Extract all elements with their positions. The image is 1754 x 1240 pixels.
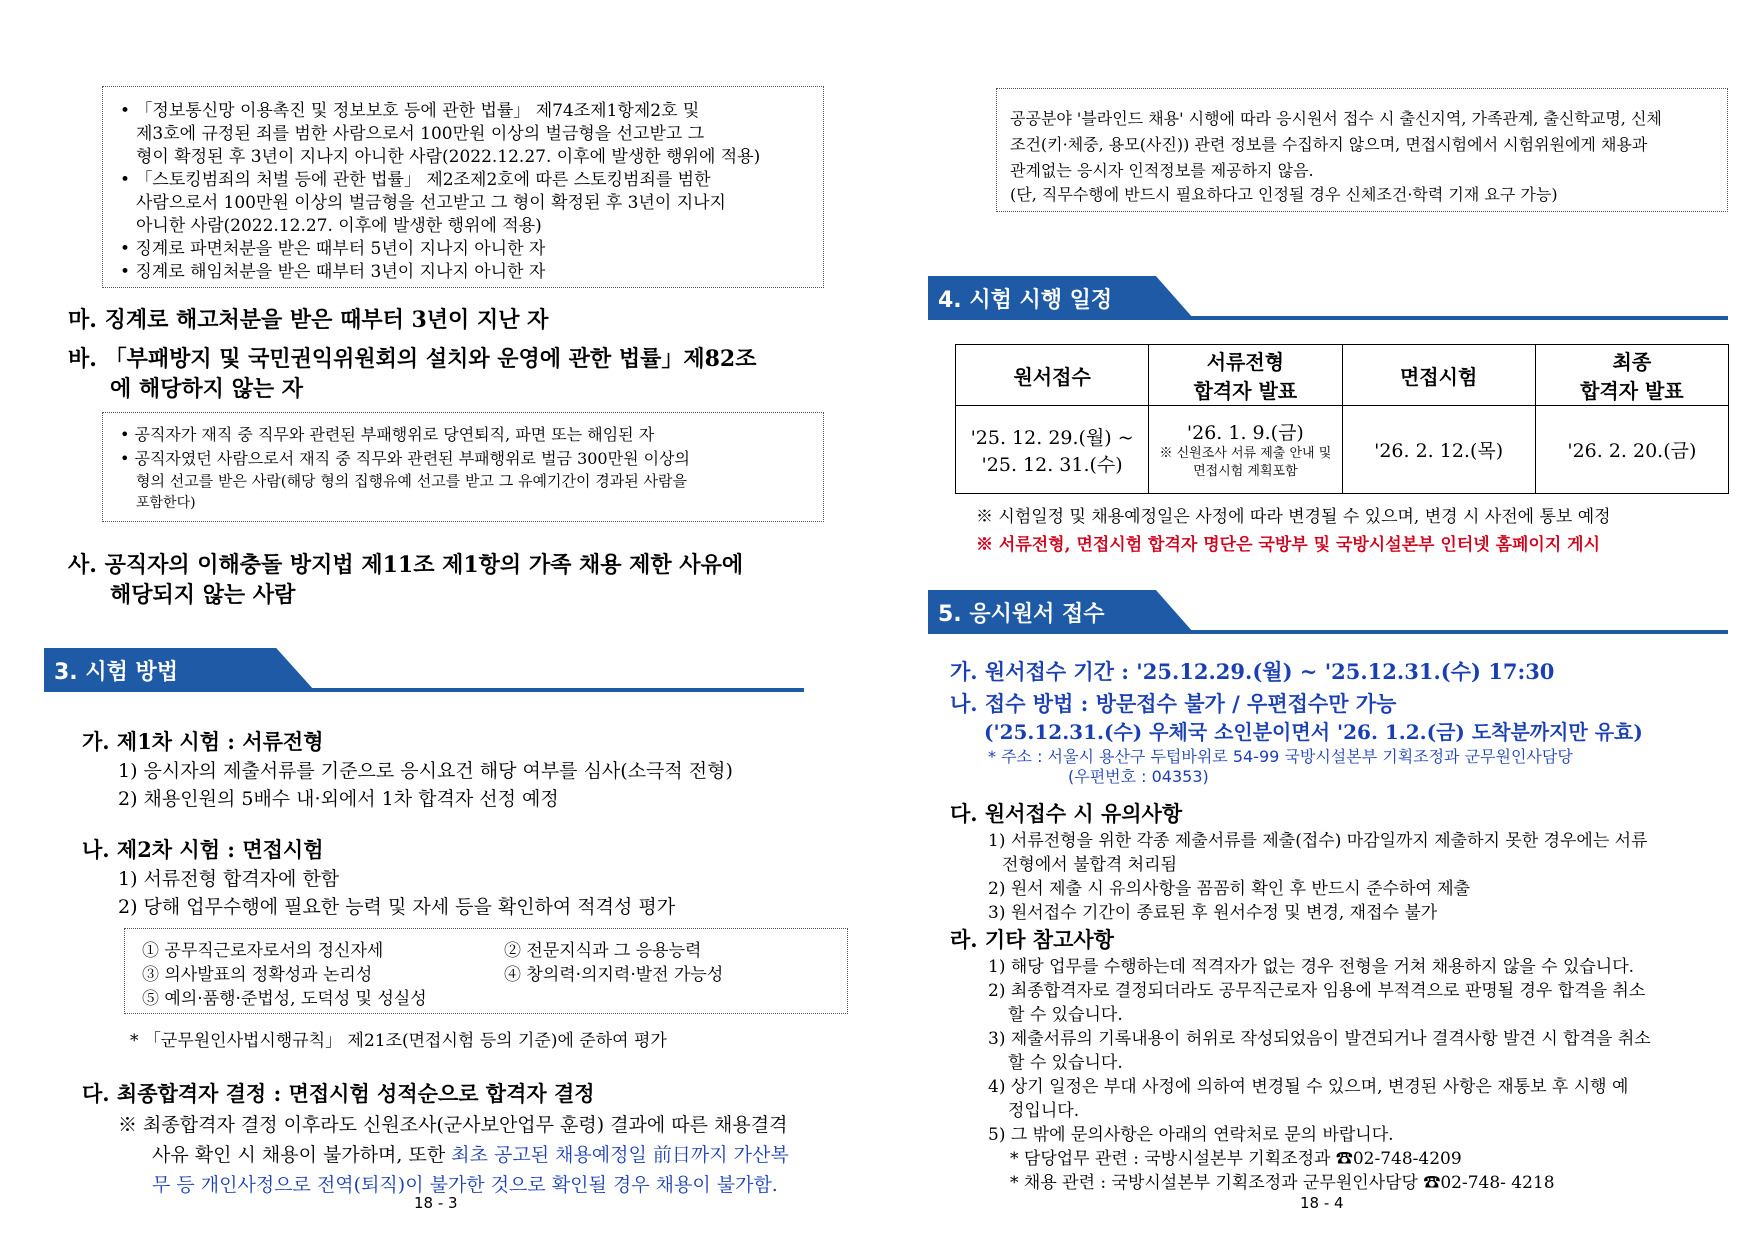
criteria-note: * 「군무원인사법시행규칙」 제21조(면접시험 등의 기준)에 준하여 평가 [130,1031,667,1051]
box2-line: • 공직자가 재직 중 직무와 관련된 부패행위로 당연퇴직, 파면 또는 해임된 자 [120,425,655,444]
etc-item: 할 수 있습니다. [1008,1005,1123,1025]
criteria-item: ③ 의사발표의 정확성과 논리성 [142,965,373,985]
box2-line: • 공직자였던 사람으로서 재직 중 직무와 관련된 부패행위로 벌금 300만원 이상의 [120,449,690,468]
box1-line: 형이 확정된 후 3년이 지나지 아니한 사람(2022.12.27. 이후에 발생한 행위에 적용) [136,147,761,167]
box1-line: • 징계로 해임처분을 받은 때부터 3년이 지나지 아니한 자 [120,262,546,282]
na-item: 1) 서류전형 합격자에 한함 [118,868,340,890]
table-header: 원서접수 [956,345,1149,406]
box2-line: 포함한다) [136,495,196,511]
apply-method: 나. 접수 방법 : 방문접수 불가 / 우편접수만 가능 [950,691,1397,716]
da-note [152,1140,789,1167]
box1-line: • 징계로 파면처분을 받은 때부터 5년이 지나지 아니한 자 [120,239,546,259]
section3-title: 3. 시험 방법 [54,660,178,685]
box2-line: 형의 선고를 받은 사람(해당 형의 집행유예 선고를 받고 그 유예기간이 경과된 사람을 [136,472,687,490]
item-sa: 사. 공직자의 이해충돌 방지법 제11조 제1항의 가족 채용 제한 사유에 [68,552,744,578]
na-title: 나. 제2차 시험 : 면접시험 [82,837,324,862]
section5-header [928,590,1728,632]
criteria-item: ① 공무직근로자로서의 정신자세 [142,941,384,961]
caution-title: 다. 원서접수 시 유의사항 [950,801,1183,826]
contact-work: * 담당업무 관련 : 국방시설본부 기획조정과 ☎02-748-4209 [1010,1149,1462,1169]
criteria-item: ⑤ 예의·품행·준법성, 도덕성 및 성실성 [142,989,427,1009]
ga-title: 가. 제1차 시험 : 서류전형 [82,729,324,754]
etc-item: 4) 상기 일정은 부대 사정에 의하여 변경될 수 있으며, 변경된 사항은 재통보 후 시행 예 [988,1077,1629,1097]
blind-line: 공공분야 '블라인드 채용' 시행에 따라 응시원서 접수 시 출신지역, 가족관계, 출신학교명, 신체 [1010,109,1662,128]
postal-code: (우편번호 : 04353) [1068,767,1209,786]
item-ma: 마. 징계로 해고처분을 받은 때부터 3년이 지난 자 [68,307,549,333]
doc-date: '26. 1. 9.(금) [1186,422,1304,444]
caution-item: 2) 원서 제출 시 유의사항을 꼼꼼히 확인 후 반드시 준수하여 제출 [988,879,1471,899]
da-note-blue: 최초 공고된 채용예정일 前日까지 가산복 [451,1144,789,1166]
box1-line: • 「정보통신망 이용촉진 및 정보보호 등에 관한 법률」 제74조제1항제2호 및 [120,101,700,121]
table-cell-final: '26. 2. 20.(금) [1535,406,1728,494]
etc-item: 3) 제출서류의 기록내용이 허위로 작성되었음이 발견되거나 결격사항 발견 시 합격을 취소 [988,1029,1651,1049]
ga-item: 1) 응시자의 제출서류를 기준으로 응시요건 해당 여부를 심사(소극적 전형) [118,760,733,782]
blind-line: 관계없는 응시자 인적정보를 제공하지 않음. [1010,161,1314,180]
item-ba: 바. 「부패방지 및 국민권익위원회의 설치와 운영에 관한 법률」제82조 [68,346,757,372]
ga-item: 2) 채용인원의 5배수 내·외에서 1차 합격자 선정 예정 [118,788,559,810]
da-note-plain: 사유 확인 시 채용이 불가하며, 또한 [152,1144,452,1166]
etc-title: 라. 기타 참고사항 [950,927,1114,952]
etc-item: 1) 해당 업무를 수행하는데 적격자가 없는 경우 전형을 거쳐 채용하지 않을 수 있습니다. [988,957,1635,977]
etc-item: 정입니다. [1008,1101,1080,1121]
section4-title: 4. 시험 시행 일정 [938,288,1113,313]
box1-line: 제3호에 규정된 죄를 범한 사람으로서 100만원 이상의 벌금형을 선고받고 그 [136,124,705,144]
box1-line: 아니한 사람(2022.12.27. 이후에 발생한 행위에 적용) [136,216,542,236]
schedule-note-red: ※ 서류전형, 면접시험 합격자 명단은 국방부 및 국방시설본부 인터넷 홈페이지 게시 [976,535,1601,555]
address: * 주소 : 서울시 용산구 두텁바위로 54-99 국방시설본부 기획조정과 군무원인사담당 [988,747,1573,766]
box1-line: 사람으로서 100만원 이상의 벌금형을 선고받고 그 형이 확정된 후 3년이 지나지 [136,193,726,213]
apply-start: '25. 12. 29.(월) ~ [970,426,1134,449]
apply-end: '25. 12. 31.(수) [981,453,1123,476]
caution-item: 1) 서류전형을 위한 각종 제출서류를 제출(접수) 마감일까지 제출하지 못한 경우에는 서류 [988,831,1648,851]
table-header: 최종 합격자 발표 [1535,345,1728,406]
schedule-note: ※ 시험일정 및 채용예정일은 사정에 따라 변경될 수 있으며, 변경 시 사전에 통보 예정 [976,507,1611,527]
table-cell-apply [956,406,1149,494]
table-header: 서류전형 합격자 발표 [1149,345,1342,406]
item-ba-cont: 에 해당하지 않는 자 [110,376,303,402]
blind-line: 조건(키·체중, 용모(사진)) 관련 정보를 수집하지 않으며, 면접시험에서 시험위원에게 채용과 [1010,135,1648,154]
etc-item: 할 수 있습니다. [1008,1053,1123,1073]
da-title: 다. 최종합격자 결정 : 면접시험 성적순으로 합격자 결정 [82,1081,595,1106]
table-cell-interview: '26. 2. 12.(목) [1342,406,1535,494]
item-sa-cont: 해당되지 않는 사람 [110,582,296,608]
caution-item: 3) 원서접수 기간이 종료된 후 원서수정 및 변경, 재접수 불가 [988,903,1438,923]
blind-line: (단, 직무수행에 반드시 필요하다고 인정될 경우 신체조건·학력 기재 요구 가능) [1010,185,1558,204]
etc-item: 2) 최종합격자로 결정되더라도 공무직근로자 임용에 부적격으로 판명될 경우 합격을 취소 [988,981,1646,1001]
da-note: ※ 최종합격자 결정 이후라도 신원조사(군사보안업무 훈령) 결과에 따른 채용결격 [118,1114,788,1136]
apply-period: 가. 원서접수 기간 : '25.12.29.(월) ~ '25.12.31.(수) 17:30 [950,659,1555,684]
contact-recruit: * 채용 관련 : 국방시설본부 기획조정과 군무원인사담당 ☎02-748- 4218 [1010,1173,1555,1193]
na-item: 2) 당해 업무수행에 필요한 능력 및 자세 등을 확인하여 적격성 평가 [118,896,676,918]
schedule-table [955,344,1729,494]
caution-item: 전형에서 불합격 처리됨 [1002,855,1178,875]
table-header: 면접시험 [1342,345,1535,406]
section3-header [44,648,804,690]
section4-header [928,276,1728,318]
page-number-left: 18 - 3 [414,1194,458,1212]
doc-sub: ※ 신원조사 서류 제출 안내 및 면접시험 계획포함 [1159,446,1332,479]
table-cell-doc [1149,406,1342,494]
box1-line: • 「스토킹범죄의 처벌 등에 관한 법률」 제2조제2호에 따른 스토킹범죄를 범한 [120,170,711,190]
apply-method-sub: ('25.12.31.(수) 우체국 소인분이면서 '26. 1.2.(금) 도착분까지만 유효) [984,720,1643,744]
da-note: 무 등 개인사정으로 전역(퇴직)이 불가한 것으로 확인될 경우 채용이 불가함. [152,1174,778,1196]
etc-item: 5) 그 밖에 문의사항은 아래의 연락처로 문의 바랍니다. [988,1125,1394,1145]
criteria-item: ② 전문지식과 그 응용능력 [504,941,702,961]
page-number-right: 18 - 4 [1300,1194,1344,1212]
criteria-item: ④ 창의력·의지력·발전 가능성 [504,965,724,985]
section5-title: 5. 응시원서 접수 [938,602,1105,627]
